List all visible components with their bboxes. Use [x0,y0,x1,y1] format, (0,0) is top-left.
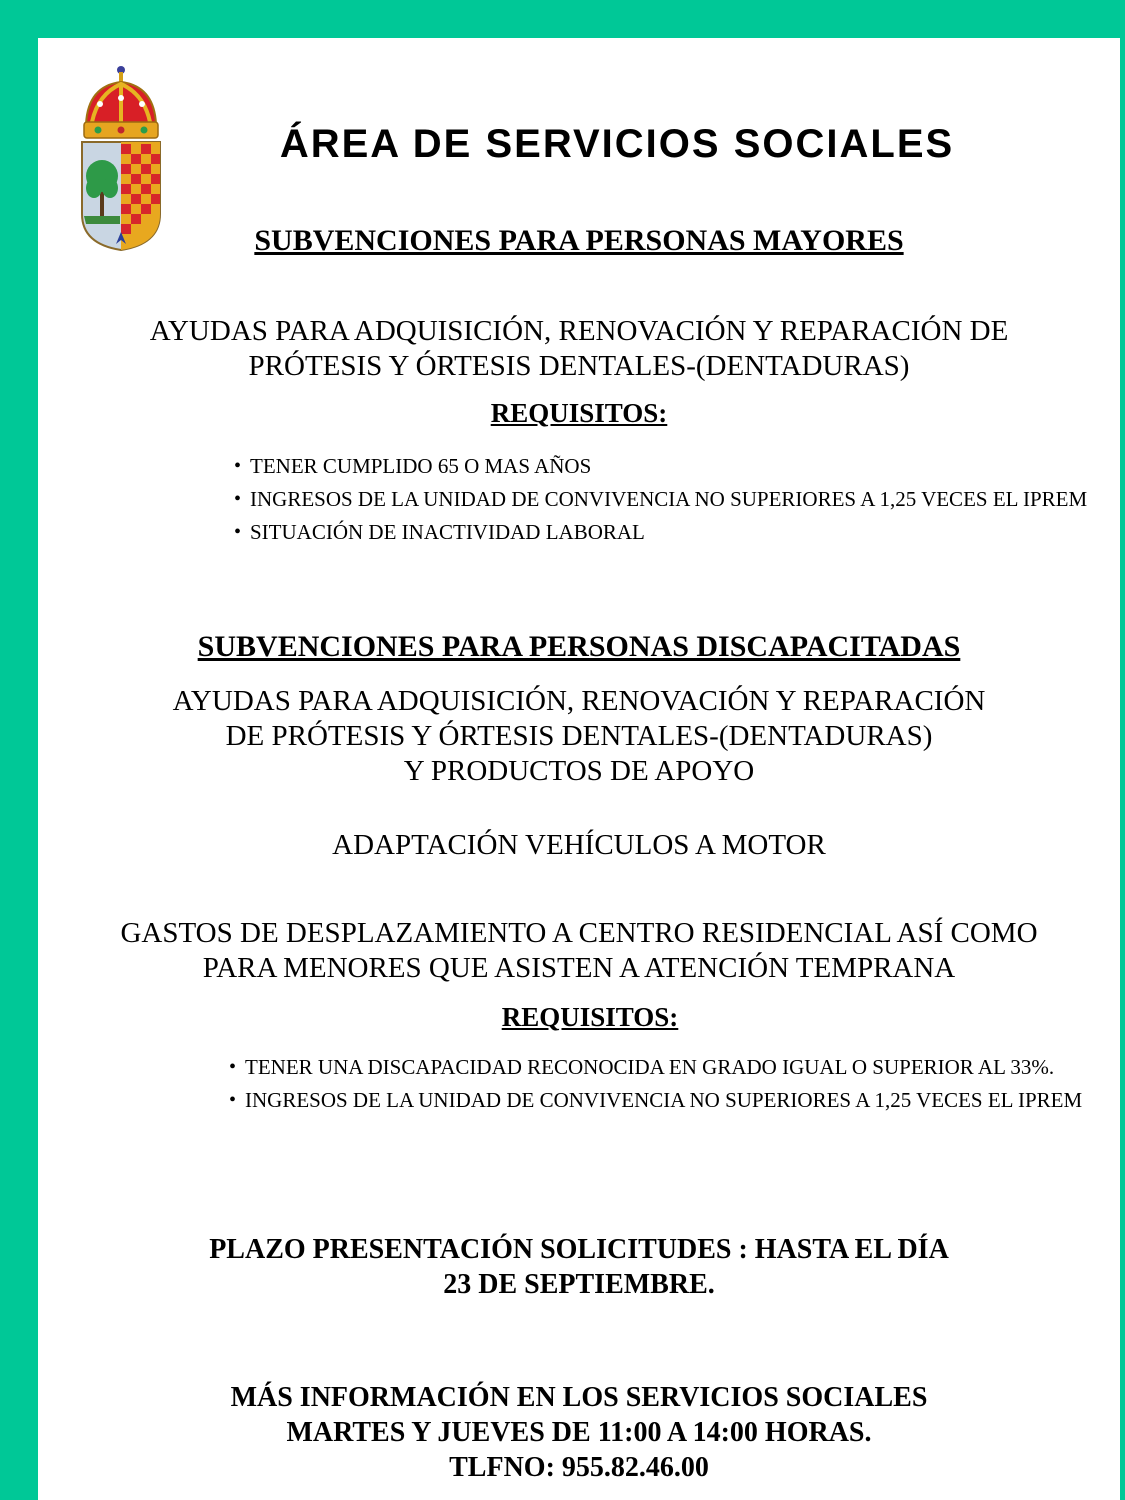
description-line: AYUDAS PARA ADQUISICIÓN, RENOVACIÓN Y REPARACIÓN DE [149,315,1009,347]
travel-expenses-description [38,916,1120,986]
description-line: AYUDAS PARA ADQUISICIÓN, RENOVACIÓN Y REPARACIÓN [172,685,986,717]
list-item: • SITUACIÓN DE INACTIVIDAD LABORAL [250,519,1110,546]
requirements-label: REQUISITOS: [501,1002,679,1032]
description-line: GASTOS DE DESPLAZAMIENTO A CENTRO RESIDENCIAL ASÍ COMO [120,917,1038,949]
description-line: PARA MENORES QUE ASISTEN A ATENCIÓN TEMPRANA [202,952,956,984]
list-item: • INGRESOS DE LA UNIDAD DE CONVIVENCIA NO SUPERIORES A 1,25 VECES EL IPREM [250,486,1110,513]
list-item: • TENER CUMPLIDO 65 O MAS AÑOS [250,453,1110,480]
list-item: • TENER UNA DISCAPACIDAD RECONOCIDA EN GRADO IGUAL O SUPERIOR AL 33%. [245,1054,1105,1081]
info-line: MÁS INFORMACIÓN EN LOS SERVICIOS SOCIALES [230,1382,928,1413]
phone-number: TLFNO: 955.82.46.00 [449,1452,709,1483]
flyer-sheet [38,38,1120,1500]
requirements-list-disabled [245,1054,1105,1120]
section-heading-disabled: SUBVENCIONES PARA PERSONAS DISCAPACITADAS [197,630,961,663]
deadline-date: 23 DE SEPTIEMBRE. [443,1269,715,1300]
requirements-label: REQUISITOS: [490,398,668,428]
requirements-list-elderly [250,453,1110,552]
section2-description [38,684,1120,789]
description-line: PRÓTESIS Y ÓRTESIS DENTALES-(DENTADURAS) [248,350,910,382]
office-hours: MARTES Y JUEVES DE 11:00 A 14:00 HORAS. [286,1417,872,1448]
section-heading-elderly: SUBVENCIONES PARA PERSONAS MAYORES [254,224,904,257]
description-line: Y PRODUCTOS DE APOYO [403,755,755,787]
section1-description [38,314,1120,384]
page-title: ÁREA DE SERVICIOS SOCIALES [279,122,955,166]
vehicle-adaptation-line: ADAPTACIÓN VEHÍCULOS A MOTOR [332,829,826,861]
description-line: DE PRÓTESIS Y ÓRTESIS DENTALES-(DENTADURAS) [225,720,933,752]
contact-info [38,1380,1120,1485]
application-deadline [38,1232,1120,1302]
deadline-line: PLAZO PRESENTACIÓN SOLICITUDES : HASTA EL DÍA [209,1234,949,1265]
list-item: • INGRESOS DE LA UNIDAD DE CONVIVENCIA NO SUPERIORES A 1,25 VECES EL IPREM [245,1087,1105,1114]
